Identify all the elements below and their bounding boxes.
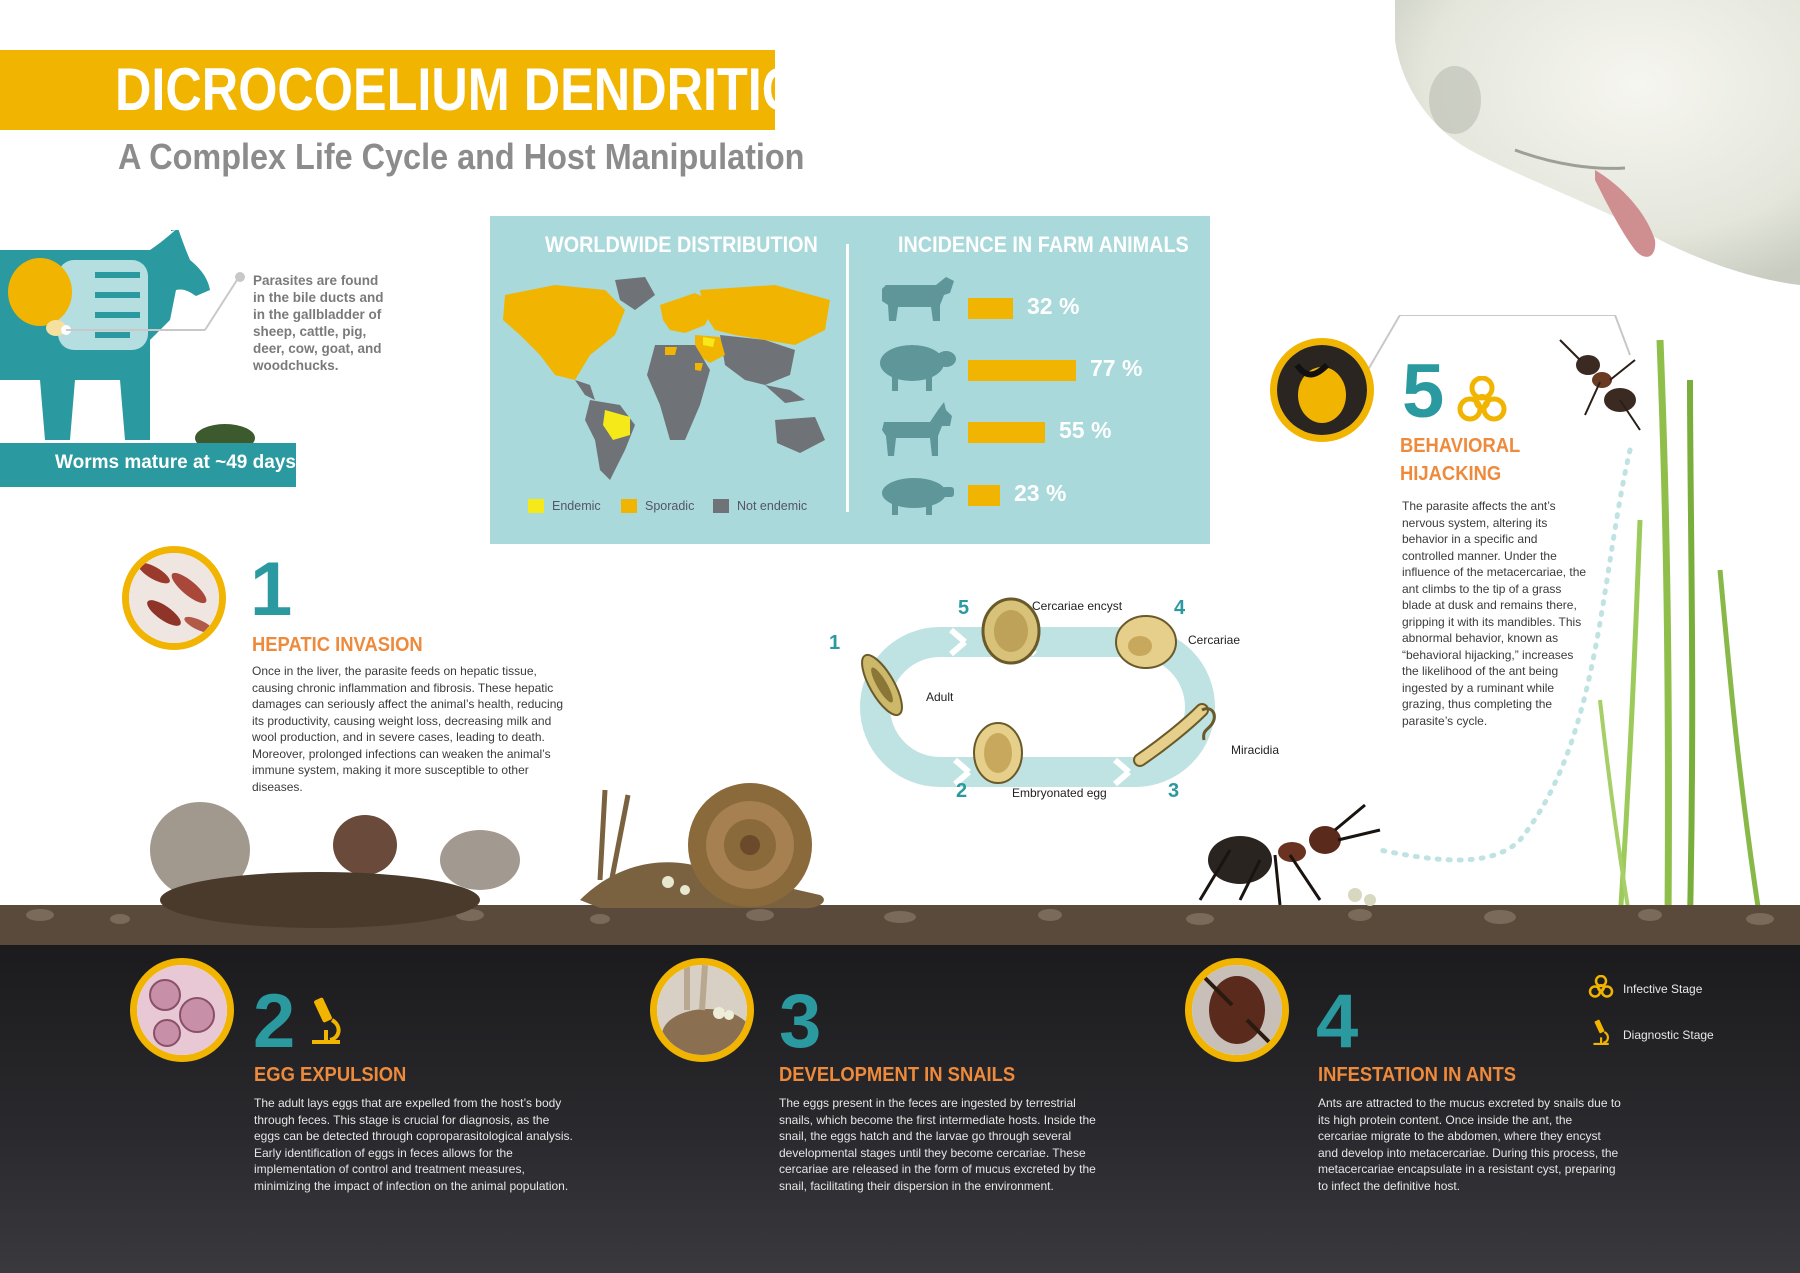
- stage5-title-line2: HIJACKING: [1400, 463, 1502, 485]
- cow-icon: [878, 273, 958, 323]
- adult-fluke-icon: [852, 645, 912, 725]
- incidence-bar-pig: [968, 485, 1000, 506]
- pig-icon: [878, 473, 958, 515]
- stage4-image: [1185, 958, 1289, 1062]
- stage3-image: [650, 958, 754, 1062]
- cycle-step-5: 5: [958, 597, 970, 619]
- page-subtitle: A Complex Life Cycle and Host Manipulation: [118, 136, 805, 177]
- incidence-label-pig: 23 %: [1014, 480, 1067, 506]
- cercariae-icon: [1112, 612, 1180, 672]
- incidence-label-cow: 32 %: [1027, 293, 1080, 319]
- biohazard-icon: [1456, 376, 1508, 428]
- infective-stage-icon: [1588, 975, 1614, 1001]
- liver-flukes-image: [129, 553, 219, 643]
- stage2-text: The adult lays eggs that are expelled from the host’s body through feces. This stage is crucial for diagnosis, as the eggs can be detected through coproparasitological analysis. Early identification of eggs in feces allows for the implementation of control and treatment measures, minimizing the impact of infection on the animal population.: [254, 1096, 573, 1193]
- stage5-title-line1: BEHAVIORAL: [1400, 435, 1521, 457]
- cycle-label-egg: Embryonated egg: [1012, 786, 1107, 800]
- cycle-label-encyst: Cercariae encyst: [1032, 599, 1123, 613]
- infective-stage-label: Infective Stage: [1623, 982, 1703, 996]
- sheep-icon: [878, 337, 958, 393]
- incidence-label-sheep: 77 %: [1090, 355, 1143, 381]
- goat-icon: [878, 402, 958, 458]
- diagnostic-stage-label: Diagnostic Stage: [1623, 1028, 1714, 1042]
- distribution-title: WORLDWIDE DISTRIBUTION: [545, 232, 818, 257]
- goat-face-photo: [1395, 0, 1800, 285]
- diagnostic-stage-icon: [1588, 1018, 1612, 1048]
- stage1-number: 1: [250, 547, 293, 632]
- stage2-image: [130, 958, 234, 1062]
- legend-endemic: Endemic: [528, 499, 601, 513]
- incidence-bar-sheep: [968, 360, 1076, 381]
- stage5-number: 5: [1402, 349, 1445, 434]
- not-endemic-swatch: [713, 499, 729, 513]
- stage5-text: The parasite affects the ant’s nervous system, altering its behavior in a specific and controlled manner. Under the influence of the metacercariae, the ant climbs to the tip of a grass blade at dusk and remains there, gripping it with its mandibles. This abnormal behavior, known as “behavioral hijacking,” increases the likelihood of the ant being ingested by a ruminant while grazing, thus completing the parasite’s cycle.: [1402, 499, 1587, 728]
- stage1-text: Once in the liver, the parasite feeds on hepatic tissue, causing chronic inflammation and fibrosis. These hepatic damages can seriously affect the animal’s health, reducing its productivity, causing weight loss, decreasing milk and wool production, and in severe cases, leading to death. Moreover, prolonged infections can weaken the animal’s immune system, making it more susceptible to other diseases.: [252, 664, 564, 794]
- snail-photo: [560, 770, 860, 920]
- microscope-icon: [302, 996, 346, 1048]
- cycle-step-1: 1: [829, 632, 841, 654]
- ant-head-closeup-image: [1277, 345, 1367, 435]
- maturity-text: Worms mature at ~49 days: [55, 452, 296, 473]
- stage5-image: [1270, 338, 1374, 442]
- cycle-step-3: 3: [1168, 780, 1180, 802]
- stage1-title: HEPATIC INVASION: [252, 634, 423, 656]
- incidence-title: INCIDENCE IN FARM ANIMALS: [898, 232, 1189, 257]
- world-map: [495, 275, 840, 485]
- stage2-title: EGG EXPULSION: [254, 1064, 407, 1086]
- sporadic-swatch: [621, 499, 637, 513]
- ant-on-ground-photo: [1180, 800, 1400, 920]
- cycle-step-2: 2: [956, 780, 968, 802]
- cycle-step-4: 4: [1174, 597, 1186, 619]
- eggs-microscope-image: [137, 965, 227, 1055]
- stage2-number: 2: [253, 979, 296, 1064]
- cycle-label-miracidia: Miracidia: [1231, 743, 1280, 757]
- dung-pellets-photo: [140, 790, 540, 930]
- incidence-bar-cow: [968, 298, 1013, 319]
- egg-icon: [970, 720, 1026, 786]
- cycle-label-cercariae: Cercariae: [1188, 633, 1241, 647]
- page-title: DICROCOELIUM DENDRITICUM: [115, 56, 877, 123]
- stage3-text: The eggs present in the feces are ingested by terrestrial snails, which become the first intermediate hosts. Inside the snail, the eggs hatch and the larvae go through several developmental stages until they become cercariae. These cercariae are released in the form of mucus excreted by the snail, facilitating their dispersion in the environment.: [779, 1096, 1096, 1193]
- ant-path-dotted: [1370, 440, 1640, 870]
- legend-not-endemic: Not endemic: [713, 499, 807, 513]
- miracidia-icon: [1132, 700, 1222, 770]
- ant-closeup-image: [1192, 965, 1282, 1055]
- incidence-label-goat: 55 %: [1059, 417, 1112, 443]
- stage4-number: 4: [1316, 979, 1359, 1064]
- incidence-bar-goat: [968, 422, 1045, 443]
- cycle-label-adult: Adult: [926, 690, 954, 704]
- legend-sporadic: Sporadic: [621, 499, 694, 513]
- stage3-number: 3: [779, 979, 822, 1064]
- panel-divider: [846, 244, 849, 512]
- stage1-image: [122, 546, 226, 650]
- endemic-swatch: [528, 499, 544, 513]
- stage4-text: Ants are attracted to the mucus excreted by snails due to its high protein content. Once inside the ant, the cercariae migrate to the abdomen, where they encyst and develop into metacercariae. During this process, the metacercariae encapsulate in a resistant cyst, preparing to infect the definitive host.: [1318, 1096, 1621, 1193]
- host-note: Parasites are found in the bile ducts and in the gallbladder of sheep, cattle, pig, deer, cow, goat, and woodchucks.: [253, 273, 384, 373]
- stage3-title: DEVELOPMENT IN SNAILS: [779, 1064, 1016, 1086]
- snail-closeup-image: [657, 965, 747, 1055]
- stage4-title: INFESTATION IN ANTS: [1318, 1064, 1516, 1086]
